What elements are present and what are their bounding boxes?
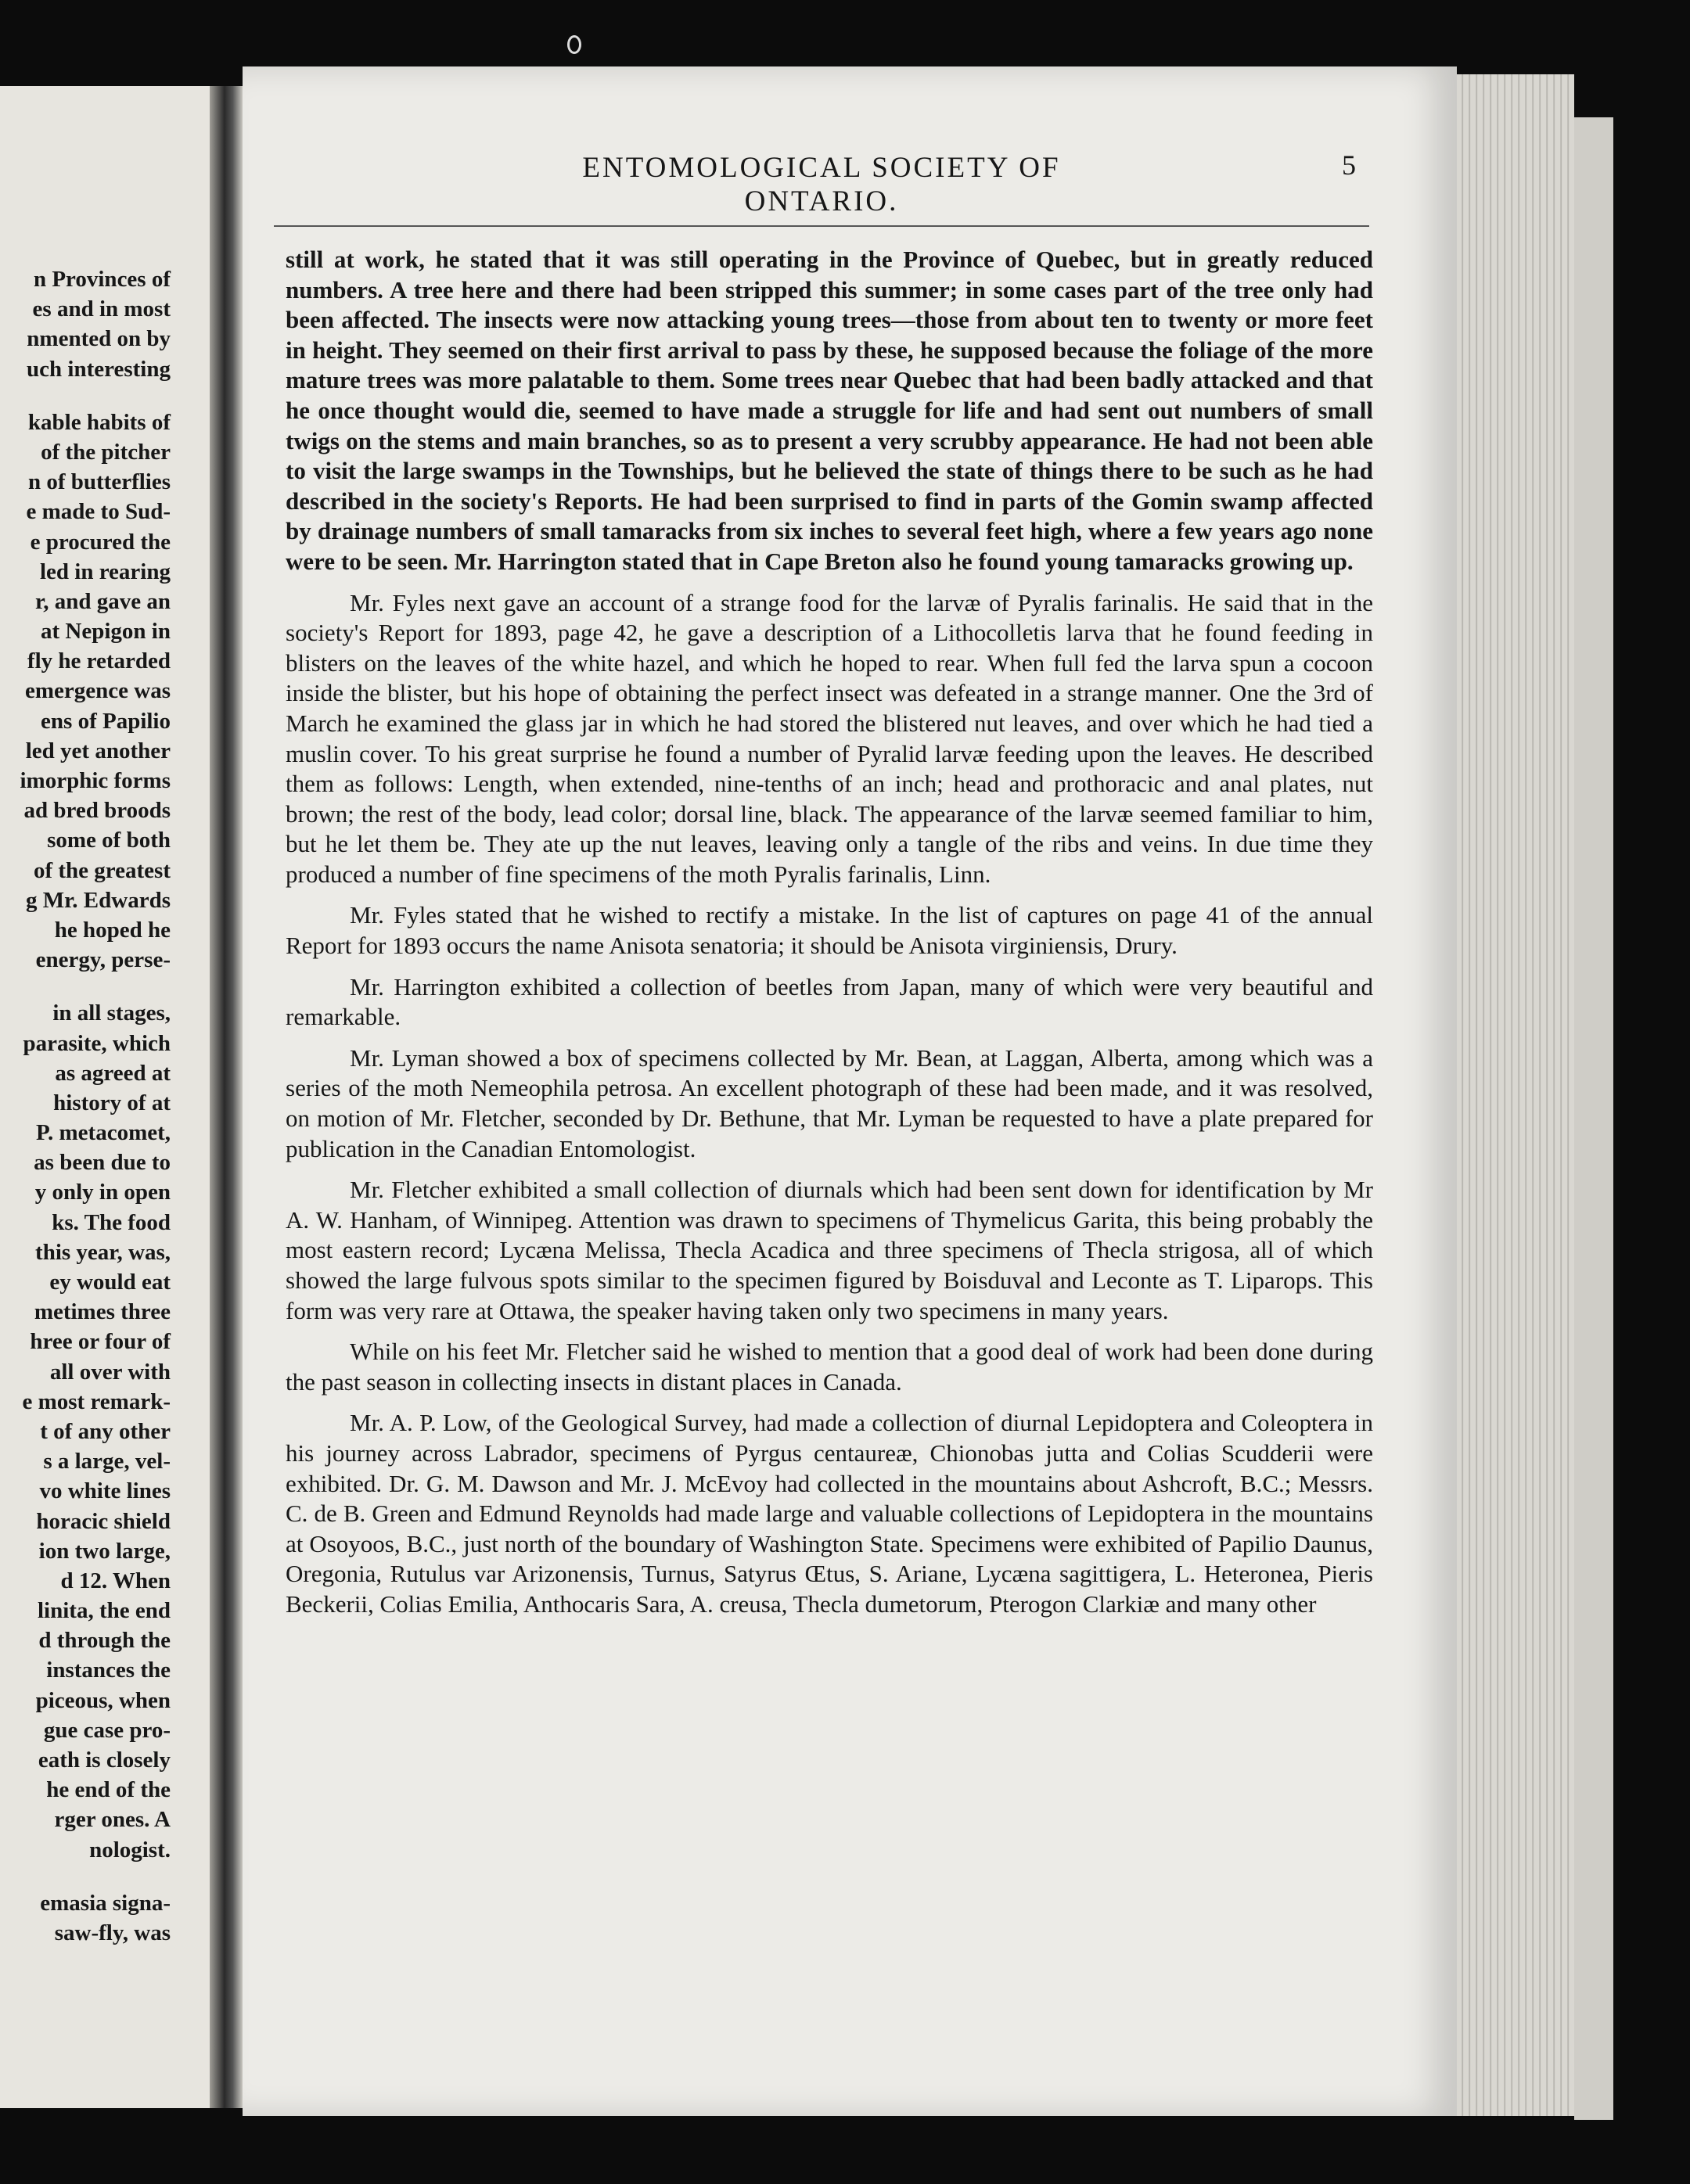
- facing-page-line: [0, 975, 210, 998]
- facing-page-line: vo white lines: [39, 1478, 171, 1504]
- page-number: 5: [1342, 149, 1356, 181]
- book-page: [243, 66, 1457, 2116]
- facing-page-line: uch interesting: [27, 356, 171, 382]
- facing-page-line: instances the: [46, 1658, 171, 1683]
- facing-page-line: y only in open: [34, 1180, 171, 1205]
- facing-page-text: [0, 264, 210, 1948]
- book-cover-edge: [1574, 117, 1613, 2120]
- facing-page-line: saw-fly, was: [54, 1920, 171, 1945]
- facing-page-line: n of butterflies: [27, 469, 171, 495]
- facing-page-line: ad bred broods: [23, 798, 171, 824]
- facing-page-line: fly he retarded: [27, 648, 171, 674]
- facing-page-line: at Nepigon in: [41, 619, 171, 645]
- facing-page-line: kable habits of: [27, 409, 171, 435]
- paragraph: While on his feet Mr. Fletcher said he wished to mention that a good deal of work had been done during the past season in collecting insects in distant places in Canada.: [286, 1338, 1373, 1396]
- facing-page-line: gue case pro-: [43, 1717, 171, 1743]
- facing-page-line: as been due to: [34, 1150, 171, 1176]
- facing-page-line: P. metacomet,: [35, 1120, 171, 1146]
- facing-page-line: he hoped he: [54, 917, 171, 943]
- facing-page-line: ens of Papilio: [41, 708, 171, 734]
- page-body: [286, 245, 1373, 1631]
- facing-page-line: ey would eat: [49, 1270, 171, 1295]
- facing-page-line: d through the: [38, 1628, 171, 1654]
- facing-page-line: parasite, which: [23, 1030, 171, 1056]
- facing-page-line: he end of the: [46, 1777, 171, 1803]
- paragraph: Mr. Lyman showed a box of specimens collected by Mr. Bean, at Laggan, Alberta, among which was a series of the moth Nemeophila petrosa. An excellent photograph of these had been made, and it was resolved, on motion of Mr. Fletcher, seconded by Dr. Bethune, that Mr. Lyman be requested to have a plate prepared for publication in the Canadian Entomologist.: [286, 1044, 1373, 1162]
- facing-page-line: g Mr. Edwards: [25, 887, 171, 913]
- facing-page-line: nmented on by: [27, 326, 171, 352]
- paragraph: Mr. A. P. Low, of the Geological Survey, had made a collection of diurnal Lepidoptera and Coleoptera in his journey across Labrador, specimens of Pyrgus centaureæ, Chionobas jutta and Colias Scudderii were exhibited. Dr. G. M. Dawson and Mr. J. McEvoy had collected in the mountains about Ashcroft, B.C.; Messrs. C. de B. Green and Edmund Reynolds had made large and valuable collections of Lepidoptera in the mountains at Osoyoos, B.C., just north of the boundary of Washington State. Specimens were exhibited of Papilio Daunus, Oregonia, Rutulus var Arizonensis, Turnus, Satyrus Œtus, S. Ariane, Lycæna sagittigera, L. Heteronea, Pieris Beckerii, Colias Emilia, Anthocaris Sara, A. creusa, Thecla dumetorum, Pterogon Clarkiæ and many other: [286, 1409, 1373, 1618]
- paragraph: Mr. Fyles next gave an account of a strange food for the larvæ of Pyralis farinalis. He said that in the society's Report for 1893, page 42, he gave a description of a Lithocolletis larva that he found feeding in blisters on the leaves of the white hazel, and which he hoped to rear. When full fed the larva spun a cocoon inside the blister, but his hope of obtaining the perfect insect was defeated in a strange manner. One the 3rd of March he examined the glass jar in which he had stored the blistered nut leaves, and over which he had tied a muslin cover. To his great surprise he found a number of Pyralid larvæ feeding upon the leaves. He described them as follows: Length, when extended, nine-tenths of an inch; head and prothoracic and anal plates, nut brown; the rest of the body, lead color; dorsal line, black. The appearance of the larvæ seemed familiar to him, but he let them be. They ate up the nut leaves, leaving only a tangle of the ribs and veins. In due time they produced a number of fine specimens of the moth Pyralis farinalis, Linn.: [286, 588, 1373, 888]
- facing-page-line: of the pitcher: [41, 439, 171, 465]
- facing-page-line: history of at: [53, 1090, 171, 1115]
- facing-page-line: nologist.: [89, 1837, 171, 1863]
- facing-page-line: n Provinces of: [33, 267, 171, 292]
- facing-page-line: r, and gave an: [35, 588, 171, 614]
- facing-page-line: e procured the: [30, 529, 171, 555]
- paragraph: Mr. Fyles stated that he wished to rectify a mistake. In the list of captures on page 41 of the annual Report for 1893 occurs the name Anisota senatoria; it should be Anisota virginiensis, Drury.: [286, 901, 1373, 960]
- facing-page-line: e most remark-: [22, 1388, 171, 1414]
- facing-page-line: as agreed at: [55, 1060, 171, 1086]
- page-edges: [1457, 74, 1574, 2116]
- facing-page-line: emasia signa-: [40, 1890, 171, 1916]
- binding-mark: [567, 35, 581, 54]
- facing-page-line: e made to Sud-: [26, 499, 171, 525]
- facing-page-line: energy, perse-: [35, 947, 171, 973]
- facing-page-line: d 12. When: [60, 1568, 171, 1593]
- paragraph: still at work, he stated that it was still operating in the Province of Quebec, but in greatly reduced numbers. A tree here and there had been stripped this summer; in some cases part of the tree only had been affected. The insects were now attacking young trees—those from about ten to twenty or more feet in height. They seemed on their first arrival to pass by these, he supposed because the foliage of the more mature trees was more palatable to them. Some trees near Quebec that had been badly attacked and that he once thought would die, seemed to have made a struggle for life and had sent out numbers of small twigs on the stems and main branches, so as to present a very scrubby appearance. He had not been able to visit the large swamps in the Townships, but he believed the state of things there to be such as he had described in the society's Reports. He had been surprised to find in parts of the Gomin swamp affected by drainage numbers of small tamaracks from six inches to several feet high, where a few years ago none were to be seen. Mr. Harrington stated that in Cape Breton also he found young tamaracks growing up.: [286, 246, 1373, 575]
- facing-page-line: piceous, when: [35, 1687, 171, 1713]
- paragraph: Mr. Harrington exhibited a collection of beetles from Japan, many of which were very beautiful and remarkable.: [286, 972, 1373, 1031]
- book-gutter: [210, 86, 243, 2108]
- facing-page-line: emergence was: [25, 678, 171, 704]
- facing-page-line: eath is closely: [38, 1748, 171, 1773]
- facing-page-left: [0, 86, 210, 2108]
- facing-page-line: linita, the end: [38, 1598, 171, 1624]
- facing-page-line: in all stages,: [52, 1000, 171, 1026]
- facing-page-line: this year, was,: [35, 1239, 171, 1265]
- facing-page-line: led in rearing: [39, 559, 171, 584]
- facing-page-line: ion two large,: [38, 1538, 171, 1564]
- facing-page-line: led yet another: [25, 738, 171, 763]
- facing-page-line: of the greatest: [33, 857, 171, 883]
- facing-page-line: imorphic forms: [20, 768, 171, 793]
- facing-page-line: all over with: [49, 1359, 171, 1385]
- paragraph: Mr. Fletcher exhibited a small collection of diurnals which had been sent down for identification by Mr A. W. Hanham, of Winnipeg. Attention was drawn to specimens of Thymelicus Garita, this being probably the most eastern record; Lycæna Melissa, Thecla Acadica and three specimens of Thecla strigosa, all of which showed the large fulvous spots similar to the specimen figured by Boisduval and Leconte as T. Liparops. This form was very rare at Ottawa, the speaker having taken only two specimens in many years.: [286, 1176, 1373, 1324]
- facing-page-line: s a large, vel-: [43, 1449, 171, 1475]
- facing-page-line: rger ones. A: [54, 1807, 171, 1833]
- facing-page-line: [0, 384, 210, 408]
- facing-page-line: [0, 1865, 210, 1888]
- facing-page-line: es and in most: [32, 296, 171, 322]
- facing-page-line: metimes three: [34, 1299, 171, 1325]
- facing-page-line: ks. The food: [52, 1209, 171, 1235]
- facing-page-line: horacic shield: [36, 1508, 171, 1534]
- header-rule: [274, 225, 1369, 227]
- facing-page-line: hree or four of: [30, 1329, 171, 1355]
- facing-page-line: some of both: [47, 828, 171, 853]
- facing-page-line: t of any other: [40, 1418, 171, 1444]
- running-header: ENTOMOLOGICAL SOCIETY OF ONTARIO.: [582, 152, 1061, 217]
